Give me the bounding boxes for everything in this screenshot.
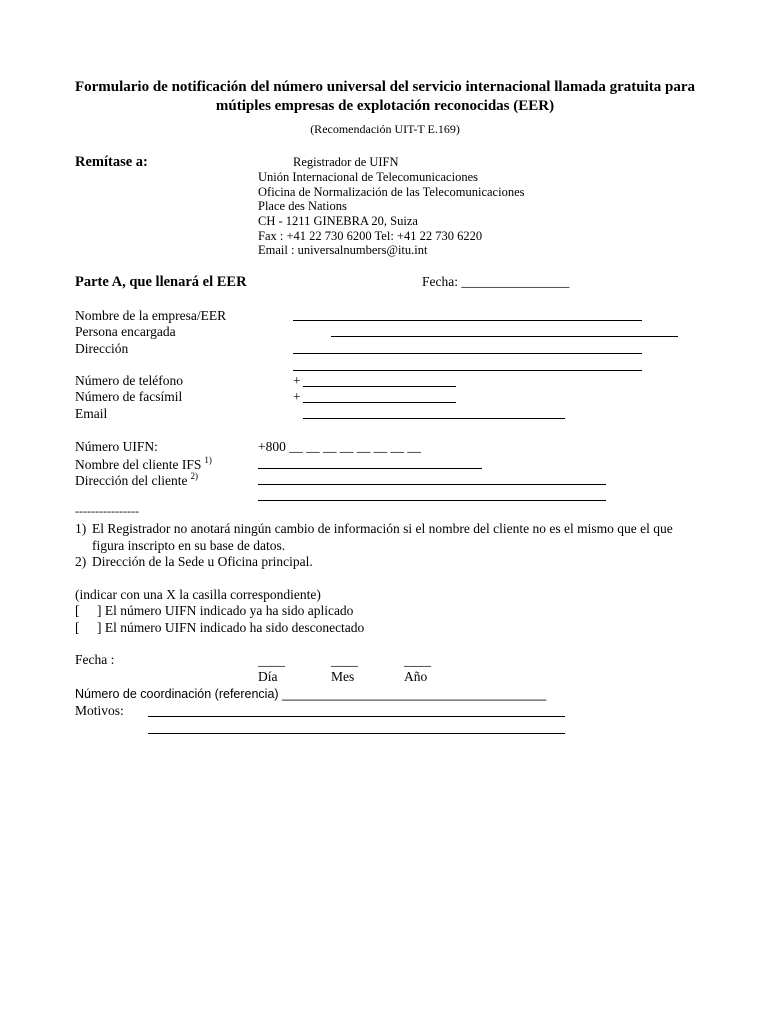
uifn-number-field[interactable]: +800 __ __ __ __ __ __ __ __	[258, 439, 421, 454]
year-field[interactable]: ____	[404, 653, 431, 668]
reasons-field-2[interactable]	[148, 733, 565, 734]
note-1-text: El Registrador no anotará ningún cambio de información si el nombre del cliente no es el mismo que el que	[92, 521, 673, 536]
email-line: Email : universalnumbers@itu.int	[258, 243, 428, 257]
reasons-label: Motivos:	[75, 703, 124, 718]
email-label: Email	[75, 406, 108, 421]
phone-label: Número de teléfono	[75, 373, 183, 388]
note-1-text-cont: figura inscripto en su base de datos.	[92, 538, 286, 553]
checkbox-disconnected-label: ] El número UIFN indicado ha sido desconectado	[97, 620, 365, 635]
checkbox-applied-label: ] El número UIFN indicado ya ha sido aplicado	[97, 603, 354, 618]
recommendation-reference: (Recomendación UIT-T E.169)	[310, 122, 460, 136]
registrar-line: Registrador de UIFN	[293, 155, 399, 169]
address-label: Dirección	[75, 341, 129, 356]
client-name-label: Nombre del cliente IFS $^{1)}$	[75, 455, 212, 472]
note-2-number: 2)	[75, 554, 87, 569]
year-label: Año	[404, 669, 428, 684]
address-field-1[interactable]	[293, 353, 642, 354]
address-field-2[interactable]	[293, 370, 642, 371]
day-field[interactable]: ____	[258, 653, 285, 668]
fax-label: Número de facsímil	[75, 389, 183, 404]
client-address-note: 2)	[190, 471, 198, 481]
company-name-field[interactable]	[293, 320, 642, 321]
phone-plus: +	[293, 373, 301, 388]
part-a-date-field[interactable]: Fecha: ________________	[422, 274, 570, 289]
city-line: CH - 1211 GINEBRA 20, Suiza	[258, 214, 418, 228]
itu-line: Unión Internacional de Telecomunicaciones	[258, 170, 478, 184]
day-label: Día	[258, 669, 278, 684]
date-label: Fecha :	[75, 652, 115, 667]
month-label: Mes	[331, 669, 355, 684]
coordination-number-field[interactable]: Número de coordinación (referencia) ______________________________________	[75, 687, 547, 701]
note-1-number: 1)	[75, 521, 87, 536]
checkbox-disconnected[interactable]: [	[75, 620, 80, 635]
send-to-label: Remítase a:	[75, 154, 148, 170]
client-address-field-1[interactable]	[258, 484, 606, 485]
form-title: Formulario de notificación del número universal del servicio internacional llamada gratuita para mútiples empresas de explotación reconocidas (EER)	[74, 79, 696, 114]
uifn-number-label: Número UIFN:	[75, 439, 158, 454]
month-field[interactable]: ____	[331, 653, 358, 668]
contact-person-label: Persona encargada	[75, 324, 176, 339]
part-a-heading: Parte A, que llenará el EER	[75, 274, 247, 290]
client-name-note: 1)	[204, 455, 212, 465]
place-line: Place des Nations	[258, 199, 347, 213]
checkbox-instruction: (indicar con una X la casilla correspondiente)	[75, 587, 321, 602]
checkbox-applied[interactable]: [	[75, 603, 80, 618]
fax-plus: +	[293, 389, 301, 404]
notes-separator: ----------------	[75, 504, 139, 518]
fax-field[interactable]	[303, 402, 456, 403]
note-2-text: Dirección de la Sede u Oficina principal.	[92, 554, 313, 569]
client-address-field-2[interactable]	[258, 500, 606, 501]
reasons-field-1[interactable]	[148, 716, 565, 717]
company-name-label: Nombre de la empresa/EER	[75, 308, 227, 323]
contact-person-field[interactable]	[331, 336, 678, 337]
client-address-label: Dirección del cliente $^{2)}$	[75, 471, 198, 488]
client-name-field[interactable]	[258, 468, 482, 469]
tsb-line: Oficina de Normalización de las Telecomunicaciones	[258, 185, 525, 199]
fax-tel-line: Fax : +41 22 730 6200 Tel: +41 22 730 6220	[258, 229, 483, 243]
phone-field[interactable]	[303, 386, 456, 387]
email-field[interactable]	[303, 418, 565, 419]
